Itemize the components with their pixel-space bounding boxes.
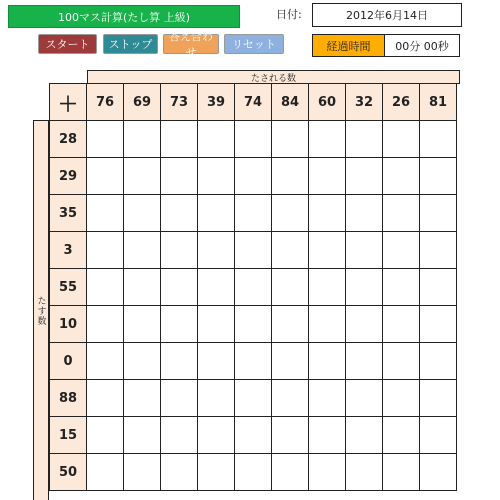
addend-side-label: たす数	[33, 120, 49, 500]
answer-cell[interactable]	[383, 454, 420, 491]
table-row	[50, 380, 457, 417]
plus-operator: ＋	[50, 84, 87, 121]
column-header: 32	[346, 84, 383, 121]
answer-cell[interactable]	[272, 380, 309, 417]
table-row	[50, 454, 457, 491]
answer-cell[interactable]	[420, 380, 457, 417]
answer-cell[interactable]	[235, 232, 272, 269]
row-header: 3	[50, 232, 87, 269]
column-header: 60	[309, 84, 346, 121]
answer-cell[interactable]	[420, 195, 457, 232]
answer-cell[interactable]	[309, 343, 346, 380]
answer-cell[interactable]	[124, 121, 161, 158]
answer-cell[interactable]	[198, 343, 235, 380]
date-label: 日付:	[276, 8, 302, 21]
answer-cell[interactable]	[161, 232, 198, 269]
answer-cell[interactable]	[124, 380, 161, 417]
answer-cell[interactable]	[235, 121, 272, 158]
answer-cell[interactable]	[161, 380, 198, 417]
grid-header-row	[50, 84, 457, 121]
answer-cell[interactable]	[124, 269, 161, 306]
answer-cell[interactable]	[124, 195, 161, 232]
date-field[interactable]: 2012年6月14日	[312, 3, 462, 27]
answer-cell[interactable]	[198, 121, 235, 158]
answer-cell[interactable]	[235, 343, 272, 380]
answer-cell[interactable]	[346, 454, 383, 491]
reset-button[interactable]: リセット	[224, 34, 284, 54]
elapsed-time-label: 経過時間	[312, 34, 385, 57]
table-row	[50, 232, 457, 269]
answer-cell[interactable]	[235, 306, 272, 343]
answer-cell[interactable]	[124, 232, 161, 269]
column-header: 69	[124, 84, 161, 121]
answer-cell[interactable]	[309, 380, 346, 417]
table-row	[50, 195, 457, 232]
answer-cell[interactable]	[87, 269, 124, 306]
answer-cell[interactable]	[346, 121, 383, 158]
answer-cell[interactable]	[87, 306, 124, 343]
column-header: 73	[161, 84, 198, 121]
answer-cell[interactable]	[309, 158, 346, 195]
row-header: 29	[50, 158, 87, 195]
row-header: 0	[50, 343, 87, 380]
answer-cell[interactable]	[161, 454, 198, 491]
answer-cell[interactable]	[420, 121, 457, 158]
answer-cell[interactable]	[198, 306, 235, 343]
answer-cell[interactable]	[346, 232, 383, 269]
answer-cell[interactable]	[420, 158, 457, 195]
answer-cell[interactable]	[87, 454, 124, 491]
answer-cell[interactable]	[420, 454, 457, 491]
answer-cell[interactable]	[309, 454, 346, 491]
answer-cell[interactable]	[161, 269, 198, 306]
row-header: 15	[50, 417, 87, 454]
table-row	[50, 158, 457, 195]
answer-cell[interactable]	[272, 306, 309, 343]
answer-cell[interactable]	[198, 158, 235, 195]
column-header: 26	[383, 84, 420, 121]
column-header: 84	[272, 84, 309, 121]
answer-cell[interactable]	[272, 454, 309, 491]
answer-cell[interactable]	[235, 380, 272, 417]
answer-cell[interactable]	[124, 454, 161, 491]
app-title-text: 100マス計算(たし算 上級)	[57, 10, 191, 24]
app-title	[8, 5, 240, 28]
table-row	[50, 417, 457, 454]
answer-cell[interactable]	[309, 269, 346, 306]
answer-cell[interactable]	[383, 195, 420, 232]
start-button[interactable]: スタート	[38, 34, 97, 54]
answer-cell[interactable]	[346, 306, 383, 343]
row-header: 55	[50, 269, 87, 306]
answer-cell[interactable]	[87, 380, 124, 417]
answer-cell[interactable]	[87, 417, 124, 454]
stop-button[interactable]: ストップ	[103, 34, 158, 54]
column-header: 76	[87, 84, 124, 121]
column-header: 39	[198, 84, 235, 121]
answer-cell[interactable]	[198, 380, 235, 417]
answer-cell[interactable]	[124, 158, 161, 195]
answer-cell[interactable]	[161, 158, 198, 195]
answer-cell[interactable]	[272, 195, 309, 232]
answer-cell[interactable]	[383, 269, 420, 306]
answer-cell[interactable]	[383, 121, 420, 158]
answer-cell[interactable]	[420, 343, 457, 380]
row-header: 50	[50, 454, 87, 491]
answer-cell[interactable]	[383, 343, 420, 380]
answer-cell[interactable]	[198, 417, 235, 454]
answer-cell[interactable]	[346, 269, 383, 306]
answer-cell[interactable]	[383, 417, 420, 454]
answer-cell[interactable]	[124, 417, 161, 454]
table-row	[50, 306, 457, 343]
column-header: 74	[235, 84, 272, 121]
answer-cell[interactable]	[87, 232, 124, 269]
addend-top-label: たされる数	[87, 70, 460, 84]
answer-cell[interactable]	[346, 380, 383, 417]
check-answers-button[interactable]: 答え合わせ	[163, 34, 219, 54]
answer-cell[interactable]	[161, 343, 198, 380]
answer-cell[interactable]	[235, 195, 272, 232]
answer-cell[interactable]	[420, 306, 457, 343]
answer-cell[interactable]	[161, 417, 198, 454]
answer-cell[interactable]	[346, 343, 383, 380]
answer-cell[interactable]	[272, 121, 309, 158]
answer-cell[interactable]	[198, 454, 235, 491]
answer-cell[interactable]	[235, 454, 272, 491]
row-header: 88	[50, 380, 87, 417]
answer-cell[interactable]	[87, 343, 124, 380]
answer-cell[interactable]	[161, 121, 198, 158]
answer-cell[interactable]	[383, 158, 420, 195]
table-row	[50, 343, 457, 380]
table-row	[50, 121, 457, 158]
column-header: 81	[420, 84, 457, 121]
answer-cell[interactable]	[198, 232, 235, 269]
calculation-grid	[49, 83, 457, 491]
answer-cell[interactable]	[161, 306, 198, 343]
answer-cell[interactable]	[420, 269, 457, 306]
answer-cell[interactable]	[272, 269, 309, 306]
answer-cell[interactable]	[87, 195, 124, 232]
answer-cell[interactable]	[198, 195, 235, 232]
answer-cell[interactable]	[198, 269, 235, 306]
answer-cell[interactable]	[309, 417, 346, 454]
answer-cell[interactable]	[235, 417, 272, 454]
table-row	[50, 269, 457, 306]
row-header: 35	[50, 195, 87, 232]
row-header: 28	[50, 121, 87, 158]
answer-cell[interactable]	[383, 306, 420, 343]
answer-cell[interactable]	[272, 158, 309, 195]
answer-cell[interactable]	[309, 306, 346, 343]
answer-cell[interactable]	[87, 121, 124, 158]
elapsed-time-value: 00分 00秒	[385, 34, 460, 57]
answer-cell[interactable]	[124, 343, 161, 380]
answer-cell[interactable]	[309, 232, 346, 269]
answer-cell[interactable]	[124, 306, 161, 343]
answer-cell[interactable]	[346, 417, 383, 454]
answer-cell[interactable]	[309, 121, 346, 158]
answer-cell[interactable]	[235, 158, 272, 195]
answer-cell[interactable]	[309, 195, 346, 232]
answer-cell[interactable]	[383, 232, 420, 269]
answer-cell[interactable]	[272, 343, 309, 380]
answer-cell[interactable]	[346, 158, 383, 195]
answer-cell[interactable]	[235, 269, 272, 306]
answer-cell[interactable]	[383, 380, 420, 417]
answer-cell[interactable]	[272, 232, 309, 269]
answer-cell[interactable]	[161, 195, 198, 232]
answer-cell[interactable]	[346, 195, 383, 232]
answer-cell[interactable]	[87, 158, 124, 195]
answer-cell[interactable]	[420, 417, 457, 454]
row-header: 10	[50, 306, 87, 343]
answer-cell[interactable]	[272, 417, 309, 454]
answer-cell[interactable]	[420, 232, 457, 269]
